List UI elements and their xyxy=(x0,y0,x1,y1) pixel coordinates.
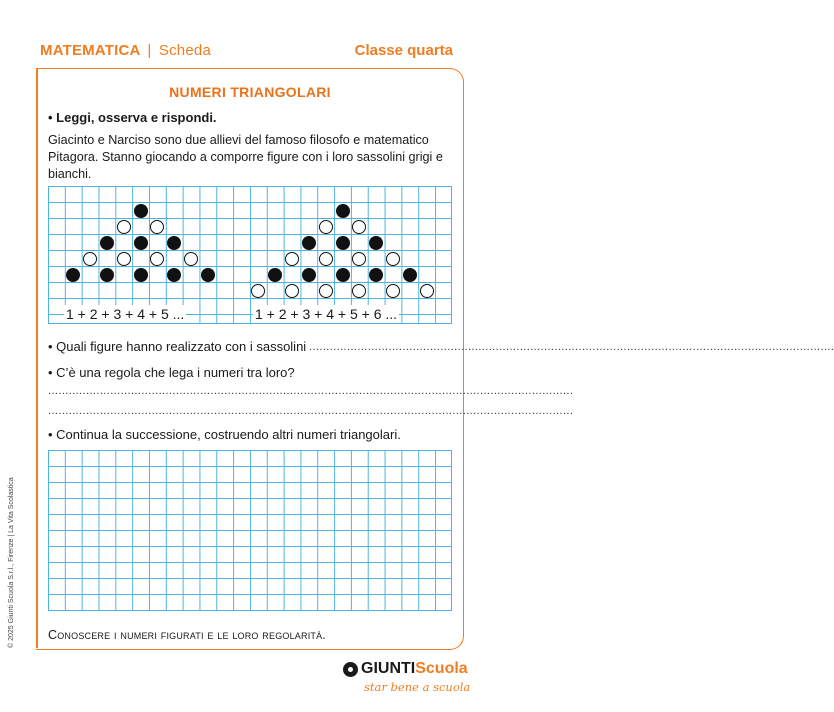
question-continue: • Continua la successione, costruendo altri numeri triangolari. xyxy=(48,427,401,442)
frame-left-rule xyxy=(36,68,38,648)
answer-line-3[interactable]: ........................................................................................................................................................ xyxy=(48,405,574,417)
question-figures: • Quali figure hanno realizzato con i sassolini xyxy=(48,339,307,354)
publisher-logo xyxy=(343,660,468,678)
answer-line-2[interactable]: ........................................................................................................................................................ xyxy=(48,385,574,397)
instruction: • Leggi, osserva e rispondi. xyxy=(48,110,217,125)
intro-paragraph: Giacinto e Narciso sono due allievi del famoso filosofo e matematico Pitagora. Stanno giocando a comporre figure con i loro sassolini grigi e bianchi. xyxy=(48,133,443,181)
header-separator: | xyxy=(147,42,152,59)
figures-grid xyxy=(48,186,452,324)
logo-icon xyxy=(343,662,358,677)
logo-tagline: star bene a scuola xyxy=(364,680,471,694)
sheet-label: Scheda xyxy=(158,42,211,59)
learning-objective: Conoscere i numeri figurati e le loro regolarità. xyxy=(48,628,326,642)
sequence-right: 1 + 2 + 3 + 4 + 5 + 6 ... xyxy=(255,306,398,322)
header-subject xyxy=(40,42,211,59)
logo-brand: GIUNTI xyxy=(361,660,416,677)
logo-brand-accent: Scuola xyxy=(415,660,468,677)
copyright-note: © 2025 Giunti Scuola S.r.l., Firenze | La Vita Scolastica xyxy=(8,477,15,648)
grade-label: Classe quarta xyxy=(354,42,453,59)
question-rule: • C’è una regola che lega i numeri tra loro? xyxy=(48,365,295,380)
sequence-left: 1 + 2 + 3 + 4 + 5 ... xyxy=(66,306,185,322)
answer-line-1[interactable]: ........................................................................................................................................................ xyxy=(309,341,834,353)
drawing-grid[interactable] xyxy=(48,450,452,611)
subject-label: MATEMATICA xyxy=(40,42,141,59)
page-title: NUMERI TRIANGOLARI xyxy=(169,84,331,100)
